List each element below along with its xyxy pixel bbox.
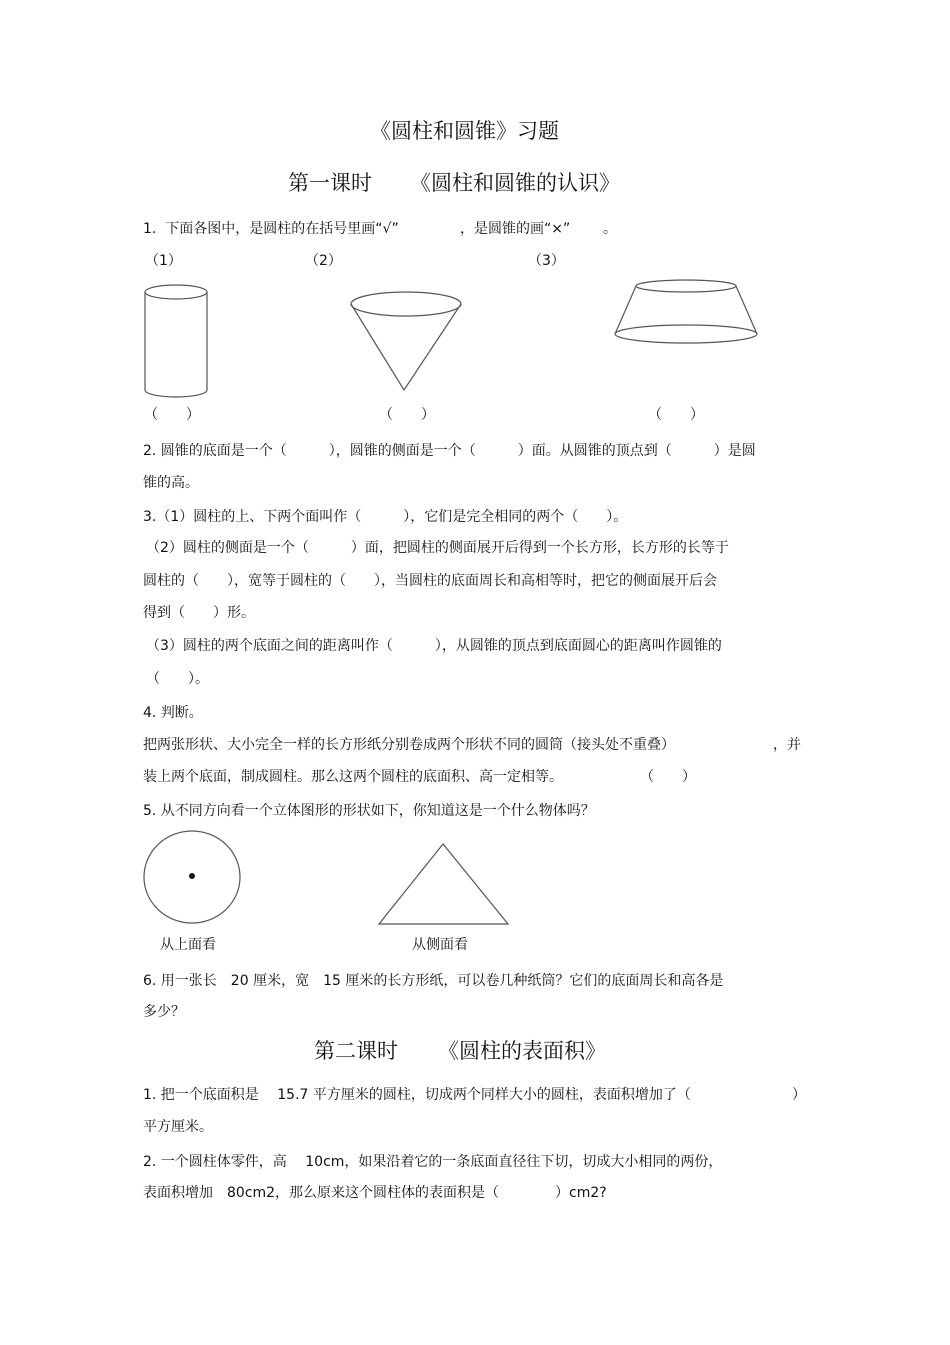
q4-line-2b: ，并 — [773, 737, 801, 753]
q1-text-c: 。 — [603, 221, 617, 237]
q4-line-2a: 把两张形状、大小完全一样的长方形纸分别卷成两个形状不同的圆筒（接头处不重叠） — [143, 737, 675, 753]
q2-line-1: 2. 圆锥的底面是一个（ ），圆锥的侧面是一个（ ）面。从圆锥的顶点到（ ）是圆 — [143, 443, 756, 459]
l2-q1-line-1b: ） — [792, 1087, 806, 1103]
q4-line-3a: 装上两个底面，制成圆柱。那么这两个圆柱的底面积、高一定相等。 — [143, 769, 563, 785]
cylinder-figure — [140, 280, 214, 400]
lesson1-heading-number: 第一课时 — [288, 171, 372, 195]
l2-q2-line-1: 2. 一个圆柱体零件，高 10cm，如果沿着它的一条底面直径往下切，切成大小相同的两份， — [143, 1154, 723, 1170]
worksheet-title: 《圆柱和圆锥》习题 — [370, 119, 559, 143]
l2-q1-line-2: 平方厘米。 — [143, 1119, 213, 1135]
q6-line-1: 6. 用一张长 20 厘米，宽 15 厘米的长方形纸，可以卷几种纸筒？它们的底面周长和高各是 — [143, 973, 724, 989]
frustum-figure — [612, 278, 760, 350]
q1-text-b: ，是圆锥的画“×” — [460, 221, 571, 237]
q1-answer-paren-3[interactable]: （ ） — [648, 407, 704, 423]
l2-q1-line-1a: 1. 把一个底面积是 15.7 平方厘米的圆柱，切成两个同样大小的圆柱，表面积增加了（ — [143, 1087, 691, 1103]
q1-text-a: 1. 下面各图中，是圆柱的在括号里画“√” — [143, 221, 399, 237]
lesson1-heading-topic: 《圆柱和圆锥的认识》 — [410, 171, 620, 195]
q6-line-2: 多少？ — [143, 1004, 185, 1020]
q2-line-2: 锥的高。 — [143, 475, 199, 491]
q5-caption-top-view: 从上面看 — [160, 937, 216, 953]
q3-line-6: （ ）。 — [146, 671, 209, 687]
q3-line-4: 得到（ ）形。 — [143, 605, 255, 621]
q5-line-1: 5. 从不同方向看一个立体图形的形状如下，你知道这是一个什么物体吗？ — [143, 803, 595, 819]
q3-line-1: 3.（1）圆柱的上、下两个面叫作（ ），它们是完全相同的两个（ ）。 — [143, 509, 628, 525]
q4-answer-paren[interactable]: （ ） — [640, 769, 696, 785]
l2-q2-line-2: 表面积增加 80cm2，那么原来这个圆柱体的表面积是（ ）cm2? — [143, 1185, 607, 1201]
q1-answer-paren-2[interactable]: （ ） — [379, 407, 435, 423]
q3-line-2: （2）圆柱的侧面是一个（ ）面，把圆柱的侧面展开后得到一个长方形，长方形的长等于 — [146, 540, 729, 556]
cone-figure — [348, 290, 466, 394]
lesson2-heading-topic: 《圆柱的表面积》 — [438, 1039, 606, 1063]
q1-label-2: （2） — [305, 253, 342, 269]
q4-line-1: 4. 判断。 — [143, 705, 203, 721]
q1-label-1: （1） — [145, 253, 182, 269]
q1-answer-paren-1[interactable]: （ ） — [144, 407, 200, 423]
lesson2-heading-number: 第二课时 — [314, 1039, 398, 1063]
q3-line-3: 圆柱的（ ），宽等于圆柱的（ ），当圆柱的底面周长和高相等时，把它的侧面展开后会 — [143, 573, 717, 589]
q5-caption-side-view: 从侧面看 — [412, 937, 468, 953]
top-view-circle-figure — [142, 830, 244, 926]
side-view-triangle-figure — [376, 840, 512, 928]
q3-line-5: （3）圆柱的两个底面之间的距离叫作（ ），从圆锥的顶点到底面圆心的距离叫作圆锥的 — [146, 638, 722, 654]
q1-label-3: （3） — [528, 253, 565, 269]
